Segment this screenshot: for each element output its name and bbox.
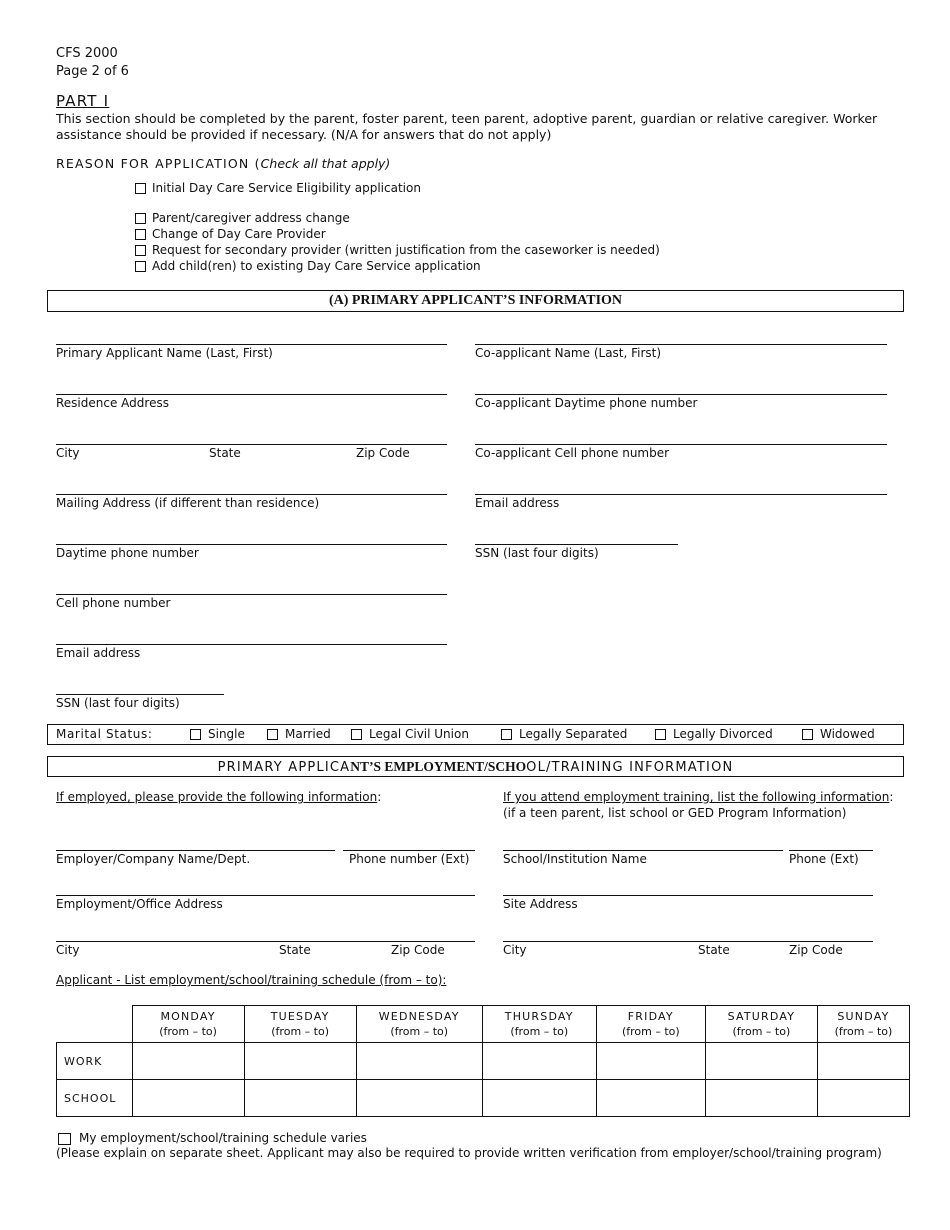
employer-phone-line[interactable] bbox=[343, 850, 475, 851]
employed-heading: If employed, please provide the following information: bbox=[56, 790, 382, 804]
marital-widowed-label: Widowed bbox=[820, 727, 875, 741]
reason-add-child-label: Add child(ren) to existing Day Care Service application bbox=[152, 259, 481, 273]
work-friday-cell[interactable] bbox=[596, 1043, 705, 1080]
reason-initial-checkbox[interactable] bbox=[135, 183, 146, 194]
primary-name-line[interactable] bbox=[56, 344, 447, 345]
work-saturday-cell[interactable] bbox=[705, 1043, 817, 1080]
cell-phone-line[interactable] bbox=[56, 594, 447, 595]
coapplicant-cell-line[interactable] bbox=[475, 444, 887, 445]
reason-add-child-checkbox[interactable] bbox=[135, 261, 146, 272]
row-header-work: WORK bbox=[57, 1043, 133, 1080]
school-saturday-cell[interactable] bbox=[705, 1080, 817, 1117]
employer-line[interactable] bbox=[56, 850, 335, 851]
day-header-monday: MONDAY (from – to) bbox=[132, 1006, 244, 1043]
mailing-line[interactable] bbox=[56, 494, 447, 495]
reason-address-change-label: Parent/caregiver address change bbox=[152, 211, 350, 225]
cell-phone-label: Cell phone number bbox=[56, 596, 171, 610]
marital-married-label: Married bbox=[285, 727, 331, 741]
marital-married-checkbox[interactable] bbox=[267, 729, 278, 740]
residence-label: Residence Address bbox=[56, 396, 169, 410]
zip-label: Zip Code bbox=[356, 446, 410, 460]
school-sunday-cell[interactable] bbox=[817, 1080, 909, 1117]
ssn-line[interactable] bbox=[56, 694, 224, 695]
day-header-friday: FRIDAY (from – to) bbox=[596, 1006, 705, 1043]
section-a-title: (A) PRIMARY APPLICANT’S INFORMATION bbox=[47, 290, 904, 312]
residence-line[interactable] bbox=[56, 394, 447, 395]
mailing-label: Mailing Address (if different than residence) bbox=[56, 496, 320, 510]
day-header-saturday: SATURDAY (from – to) bbox=[705, 1006, 817, 1043]
work-wednesday-cell[interactable] bbox=[356, 1043, 482, 1080]
schedule-heading: Applicant - List employment/school/training schedule (from – to): bbox=[56, 973, 447, 987]
reason-secondary-provider-label: Request for secondary provider (written justification from the caseworker is needed) bbox=[152, 243, 660, 257]
employment-section-title: PRIMARY APPLICANT’S EMPLOYMENT/SCHOOL/TRAINING INFORMATION bbox=[47, 756, 904, 777]
employment-state-label: State bbox=[279, 943, 311, 957]
school-monday-cell[interactable] bbox=[132, 1080, 244, 1117]
marital-civil-union-checkbox[interactable] bbox=[351, 729, 362, 740]
school-label: School/Institution Name bbox=[503, 852, 647, 866]
school-city-label: City bbox=[503, 943, 527, 957]
marital-status-label: Marital Status: bbox=[56, 727, 153, 741]
site-address-line[interactable] bbox=[503, 895, 873, 896]
coapplicant-email-line[interactable] bbox=[475, 494, 887, 495]
email-label: Email address bbox=[56, 646, 141, 660]
ssn-label: SSN (last four digits) bbox=[56, 696, 180, 710]
training-heading: If you attend employment training, list the following information: bbox=[503, 790, 894, 804]
marital-separated-label: Legally Separated bbox=[519, 727, 628, 741]
coapplicant-day-phone-line[interactable] bbox=[475, 394, 887, 395]
marital-civil-union-label: Legal Civil Union bbox=[369, 727, 469, 741]
employment-city-line[interactable] bbox=[56, 941, 475, 942]
employment-zip-label: Zip Code bbox=[391, 943, 445, 957]
reason-initial-label: Initial Day Care Service Eligibility application bbox=[152, 181, 421, 195]
row-header-school: SCHOOL bbox=[57, 1080, 133, 1117]
schedule-table bbox=[56, 1005, 910, 1117]
school-thursday-cell[interactable] bbox=[482, 1080, 596, 1117]
school-city-line[interactable] bbox=[503, 941, 873, 942]
schedule-note: (Please explain on separate sheet. Applicant may also be required to provide written verification from employer/school/training program) bbox=[56, 1146, 882, 1160]
school-line[interactable] bbox=[503, 850, 783, 851]
school-zip-label: Zip Code bbox=[789, 943, 843, 957]
site-address-label: Site Address bbox=[503, 897, 578, 911]
coapplicant-name-label: Co-applicant Name (Last, First) bbox=[475, 346, 662, 360]
intro-line-2: assistance should be provided if necessary. (N/A for answers that do not apply) bbox=[56, 127, 552, 142]
employment-address-label: Employment/Office Address bbox=[56, 897, 223, 911]
coapplicant-cell-label: Co-applicant Cell phone number bbox=[475, 446, 670, 460]
coapplicant-name-line[interactable] bbox=[475, 344, 887, 345]
school-phone-line[interactable] bbox=[789, 850, 873, 851]
training-subheading: (if a teen parent, list school or GED Program Information) bbox=[503, 806, 847, 820]
page-number: Page 2 of 6 bbox=[56, 64, 129, 79]
employer-phone-label: Phone number (Ext) bbox=[349, 852, 470, 866]
coapplicant-email-label: Email address bbox=[475, 496, 560, 510]
coapplicant-ssn-label: SSN (last four digits) bbox=[475, 546, 599, 560]
daytime-phone-label: Daytime phone number bbox=[56, 546, 199, 560]
intro-line-1: This section should be completed by the parent, foster parent, teen parent, adoptive parent, guardian or relative caregiver. Worker bbox=[56, 111, 878, 126]
daytime-phone-line[interactable] bbox=[56, 544, 447, 545]
school-state-label: State bbox=[698, 943, 730, 957]
city-label: City bbox=[56, 446, 80, 460]
form-id: CFS 2000 bbox=[56, 46, 118, 61]
schedule-varies-label: My employment/school/training schedule varies bbox=[79, 1131, 367, 1145]
marital-status-row bbox=[47, 724, 904, 745]
school-tuesday-cell[interactable] bbox=[244, 1080, 356, 1117]
work-thursday-cell[interactable] bbox=[482, 1043, 596, 1080]
day-header-wednesday: WEDNESDAY (from – to) bbox=[356, 1006, 482, 1043]
day-header-thursday: THURSDAY (from – to) bbox=[482, 1006, 596, 1043]
coapplicant-ssn-line[interactable] bbox=[475, 544, 678, 545]
marital-single-checkbox[interactable] bbox=[190, 729, 201, 740]
coapplicant-day-phone-label: Co-applicant Daytime phone number bbox=[475, 396, 698, 410]
state-label: State bbox=[209, 446, 241, 460]
schedule-varies-checkbox[interactable] bbox=[58, 1133, 71, 1145]
marital-divorced-label: Legally Divorced bbox=[673, 727, 773, 741]
school-friday-cell[interactable] bbox=[596, 1080, 705, 1117]
work-sunday-cell[interactable] bbox=[817, 1043, 909, 1080]
schedule-corner bbox=[57, 1006, 133, 1043]
reason-heading: REASON FOR APPLICATION (Check all that apply) bbox=[56, 156, 391, 171]
day-header-tuesday: TUESDAY (from – to) bbox=[244, 1006, 356, 1043]
employment-city-label: City bbox=[56, 943, 80, 957]
email-line[interactable] bbox=[56, 644, 447, 645]
employment-address-line[interactable] bbox=[56, 895, 475, 896]
marital-separated-checkbox[interactable] bbox=[501, 729, 512, 740]
reason-change-provider-label: Change of Day Care Provider bbox=[152, 227, 326, 241]
reason-secondary-provider-checkbox[interactable] bbox=[135, 245, 146, 256]
day-header-sunday: SUNDAY (from – to) bbox=[817, 1006, 909, 1043]
marital-single-label: Single bbox=[208, 727, 245, 741]
employer-label: Employer/Company Name/Dept. bbox=[56, 852, 251, 866]
work-tuesday-cell[interactable] bbox=[244, 1043, 356, 1080]
school-phone-label: Phone (Ext) bbox=[789, 852, 859, 866]
primary-name-label: Primary Applicant Name (Last, First) bbox=[56, 346, 273, 360]
reason-change-provider-checkbox[interactable] bbox=[135, 229, 146, 240]
part-title: PART I bbox=[56, 92, 110, 110]
city-state-zip-line[interactable] bbox=[56, 444, 447, 445]
work-monday-cell[interactable] bbox=[132, 1043, 244, 1080]
school-wednesday-cell[interactable] bbox=[356, 1080, 482, 1117]
marital-divorced-checkbox[interactable] bbox=[655, 729, 666, 740]
reason-address-change-checkbox[interactable] bbox=[135, 213, 146, 224]
marital-widowed-checkbox[interactable] bbox=[802, 729, 813, 740]
